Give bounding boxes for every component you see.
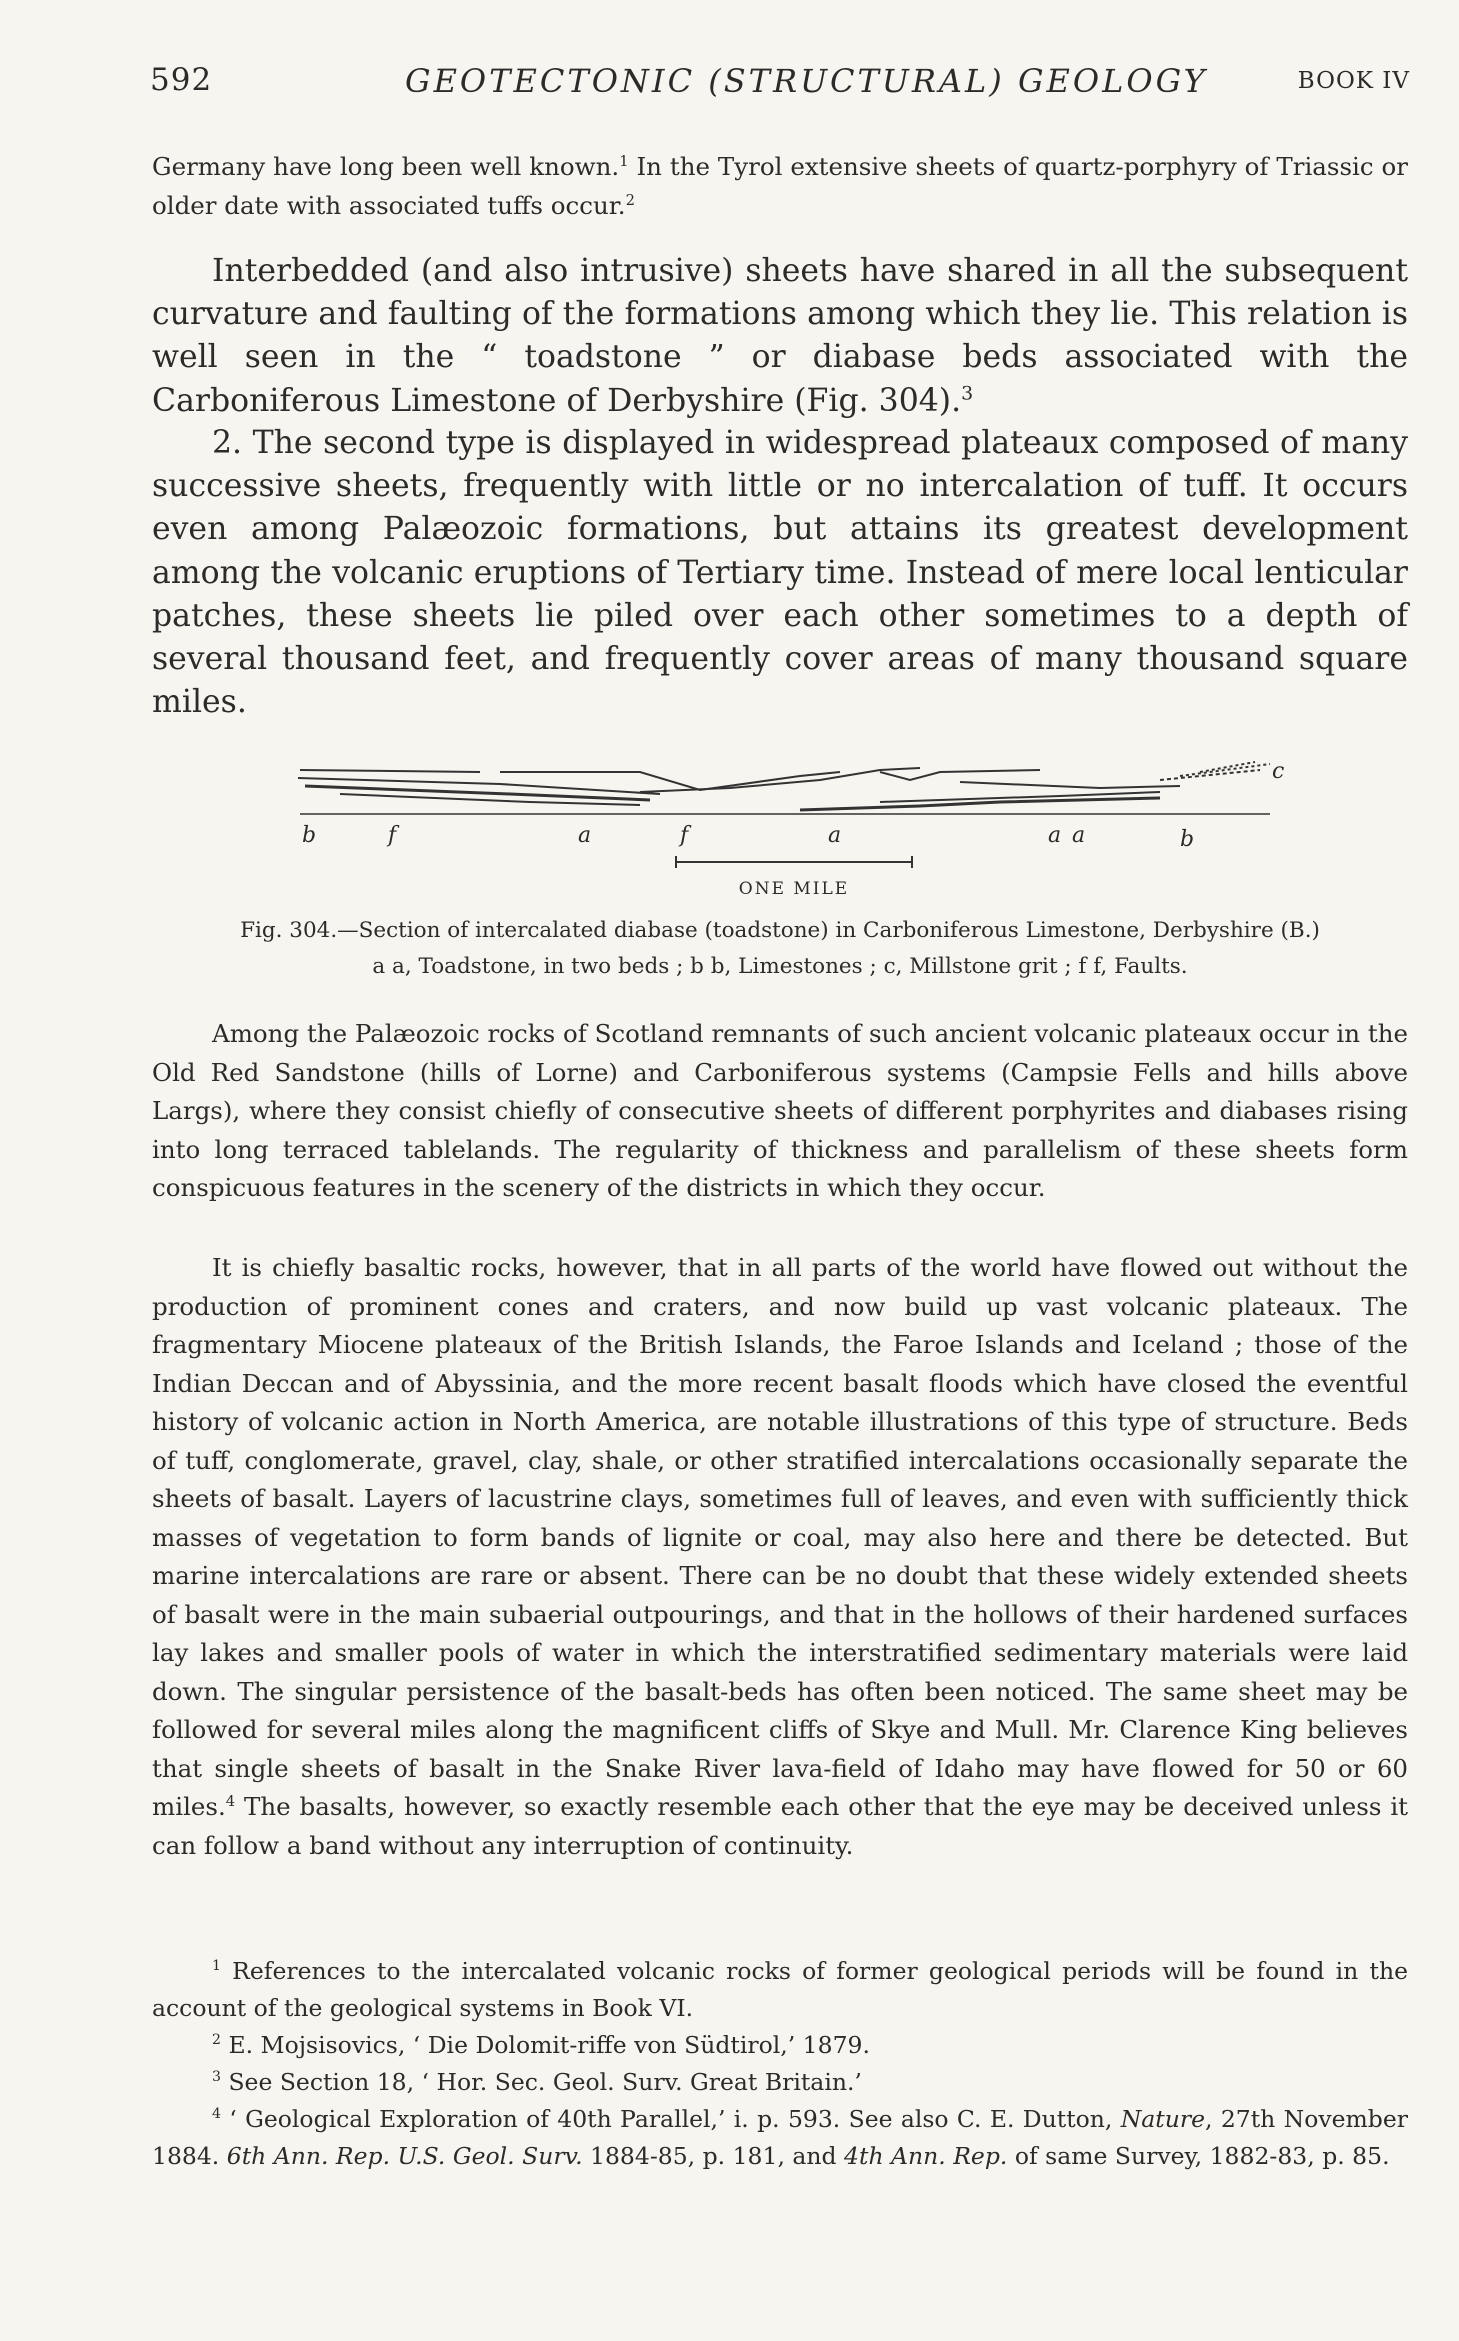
- footnote-text: E. Mojsisovics, ‘ Die Dolomit-riffe von Südtirol,’ 1879.: [220, 2031, 870, 2059]
- footnote-mark: 2: [212, 2032, 221, 2049]
- stratum-line: [640, 768, 920, 792]
- stratum-line: [960, 782, 1180, 788]
- paragraph-second-type-text: 2. The second type is displayed in widespread plateaux composed of many successive sheets, frequently with little or no intercalation of tuff. It occurs even among Palæozoic formations, but attains its greatest development among the volcanic eruptions of Tertiary time. Instead of mere local lenticular patches, these sheets lie piled over each other sometimes to a depth of several thousand feet, and frequently cover areas of many thousand square miles.: [152, 425, 1408, 721]
- footnote-text: of same Survey, 1882-83, p. 85.: [1007, 2142, 1390, 2170]
- paragraph-scotland: [152, 1015, 1408, 1208]
- paragraph-second-type: [152, 422, 1408, 724]
- paragraph-basaltic-text-2: The basalts, however, so exactly resemble each other that the eye may be deceived unless it can follow a band without any interruption of continuity.: [152, 1792, 1408, 1860]
- scale-label: ONE MILE: [738, 879, 850, 899]
- label-b: b: [1180, 827, 1195, 852]
- paragraph-interbedded: [152, 250, 1408, 423]
- paragraph-basaltic: [152, 1249, 1408, 1865]
- label-c: c: [1272, 759, 1285, 784]
- footnote-text: , 27th November 1884.: [152, 2105, 1408, 2170]
- stratum-line: [880, 770, 1040, 780]
- footnote-ref-4[interactable]: 4: [225, 1792, 236, 1810]
- footnote-text: 1884-85, p. 181, and: [582, 2142, 845, 2170]
- figure-labels: [302, 759, 1284, 852]
- footnote-1: [152, 1953, 1408, 2027]
- footnote-mark: 4: [212, 2106, 221, 2123]
- label-a: a: [578, 823, 592, 848]
- label-b: b: [302, 823, 317, 848]
- toadstone-bed-line: [800, 798, 1160, 810]
- intro-text-1: Germany have long been well known.: [152, 152, 620, 181]
- figure-caption-line-2: a a, Toadstone, in two beds ; b b, Limestones ; c, Millstone grit ; f f, Faults.: [372, 954, 1188, 979]
- footnote-mark: 1: [212, 1958, 221, 1975]
- running-header: [150, 62, 1410, 110]
- paragraph-scotland-text: Among the Palæozoic rocks of Scotland remnants of such ancient volcanic plateaux occur in the Old Red Sandstone (hills of Lorne) and Carboniferous systems (Campsie Fells and hills above Largs), where they consist chiefly of consecutive sheets of different porphyrites and diabases rising into long terraced tablelands. The regularity of thickness and parallelism of these sheets form conspicuous features in the scenery of the districts in which they occur.: [152, 1019, 1408, 1202]
- strata-lines: [298, 762, 1270, 814]
- book-label: BOOK IV: [1297, 68, 1410, 94]
- label-a: a: [1072, 823, 1086, 848]
- paragraph-basaltic-text-1: It is chiefly basaltic rocks, however, that in all parts of the world have flowed out without the production of prominent cones and craters, and now build up vast volcanic plateaux. The fragmentary Miocene plateaux of the British Islands, the Faroe Islands and Iceland ; those of the Indian Deccan and of Abyssinia, and the more recent basalt floods which have closed the eventful history of volcanic action in North America, are notable illustrations of this type of structure. Beds of tuff, conglomerate, gravel, clay, shale, or other stratified intercalations occasionally separate the sheets of basalt. Layers of lacustrine clays, sometimes full of leaves, and even with sufficiently thick masses of vegetation to form bands of lignite or coal, may also here and there be detected. But marine intercalations are rare or absent. There can be no doubt that these widely extended sheets of basalt were in the main subaerial outpourings, and that in the hollows of their hardened surfaces lay lakes and smaller pools of water in which the interstratified sedimentary materials were laid down. The singular persistence of the basalt-beds has often been noticed. The same sheet may be followed for several miles along the magnificent cliffs of Skye and Mull. Mr. Clarence King believes that single sheets of basalt in the Snake River lava-field of Idaho may have flowed for 50 or 60 miles.: [152, 1253, 1408, 1821]
- footnote-report-title: 6th Ann. Rep. U.S. Geol. Surv.: [226, 2142, 583, 2170]
- page-number: 592: [150, 62, 213, 98]
- footnote-text: ‘ Geological Exploration of 40th Parallel,’ i. p. 593. See also C. E. Dutton,: [220, 2105, 1121, 2133]
- footnote-3: [152, 2064, 1408, 2101]
- footnote-text: See Section 18, ‘ Hor. Sec. Geol. Surv. Great Britain.’: [220, 2068, 862, 2096]
- stratum-line: [340, 794, 640, 805]
- figure-304-section: [280, 742, 1310, 917]
- scale-bar: [676, 856, 912, 868]
- footnotes: [152, 1953, 1408, 2175]
- label-a: a: [828, 823, 842, 848]
- footnote-4: [152, 2101, 1408, 2175]
- toadstone-bed-line: [305, 786, 650, 800]
- footnote-mark: 3: [212, 2069, 221, 2086]
- footnote-ref-1[interactable]: 1: [619, 152, 629, 170]
- stratum-line: [300, 770, 480, 772]
- intro-text-2: In the Tyrol extensive sheets of quartz-porphyry of Triassic or older date with associated tuffs occur.: [152, 152, 1408, 220]
- figure-caption-line-1: Fig. 304.—Section of intercalated diabase (toadstone) in Carboniferous Limestone, Derbyshire (B.): [240, 918, 1320, 943]
- label-a: a: [1048, 823, 1062, 848]
- footnote-report-title: 4th Ann. Rep.: [844, 2142, 1008, 2170]
- footnote-ref-3[interactable]: 3: [961, 382, 974, 405]
- footnote-journal-title: Nature: [1120, 2105, 1206, 2133]
- paragraph-interbedded-text: Interbedded (and also intrusive) sheets have shared in all the subsequent curvature and faulting of the formations among which they lie. This relation is well seen in the “ toadstone ” or diabase beds associated with the Carboniferous Limestone of Derbyshire (Fig. 304).: [152, 253, 1408, 419]
- footnote-ref-2[interactable]: 2: [625, 191, 635, 209]
- footnote-2: [152, 2027, 1408, 2064]
- label-f: f: [388, 823, 397, 848]
- running-title: GEOTECTONIC (STRUCTURAL) GEOLOGY: [405, 62, 1208, 100]
- intro-paragraph: [152, 148, 1408, 225]
- label-f: f: [680, 823, 689, 848]
- footnote-text: References to the intercalated volcanic rocks of former geological periods will be found in the account of the geological systems in Book VI.: [152, 1957, 1408, 2022]
